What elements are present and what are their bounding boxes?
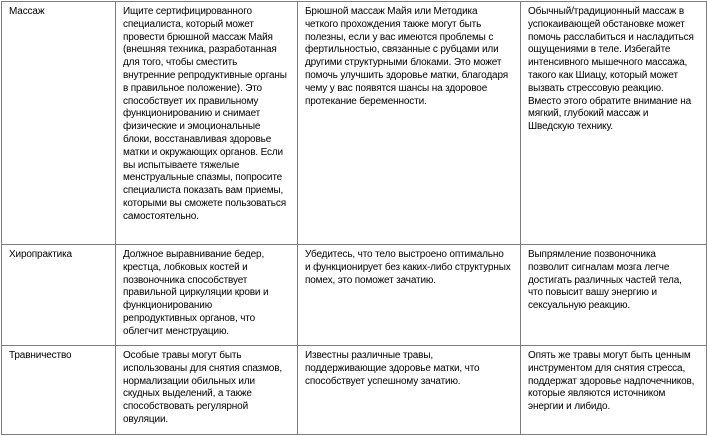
table-cell: Ищите сертифицированного специалиста, который может провести брюшной массаж Майя (внешняя техника, разработанная для того, чтобы сместить внутренние репродуктивные органы в правильное положение). Это способствует их правильному функционированию и снимает физические и эмоциональные блоки, восстанавливая здоровье матки и окружающих органов. Если вы испытываете тяжелые менструальные спазмы, попросите специалиста показать вам приемы, которыми вы сможете пользоваться самостоятельно. xyxy=(116,2,298,245)
table-cell: Убедитесь, что тело выстроено оптимально и функционирует без каких-либо структурных помех, это поможет зачатию. xyxy=(298,245,521,346)
table-cell: Брюшной массаж Майя или Методика четкого прохождения также могут быть полезны, если у вас имеются проблемы с фертильностью, связанные с рубцами или другими структурными блоками. Это может помочь улучшить здоровье матки, благодаря чему у вас появятся шансы на здоровое протекание беременности. xyxy=(298,2,521,245)
therapies-table xyxy=(1,1,707,435)
row-header-massage: Массаж xyxy=(2,2,116,245)
table-cell: Должное выравнивание бедер, крестца, лобковых костей и позвоночника способствует правильной циркуляции крови и функционированию репродуктивных органов, что облегчит менструацию. xyxy=(116,245,298,346)
table-cell: Обычный/традиционный массаж в успокаивающей обстановке может помочь расслабиться и насладиться ощущениями в теле. Избегайте интенсивного мышечного массажа, такого как Шиацу, который может вызвать стрессовую реакцию. Вместо этого обратите внимание на мягкий, глубокий массаж и Шведскую технику. xyxy=(521,2,707,245)
table-cell: Опять же травы могут быть ценным инструментом для снятия стресса, поддержат здоровье надпочечников, которые являются источником энергии и либидо. xyxy=(521,346,707,435)
table-row xyxy=(2,346,707,435)
table-row xyxy=(2,245,707,346)
row-header-chiropractic: Хиропрактика xyxy=(2,245,116,346)
table-cell: Особые травы могут быть использованы для снятия спазмов, нормализации обильных или скудных выделений, а также способствовать регулярной овуляции. xyxy=(116,346,298,435)
table-cell: Известны различные травы, поддерживающие здоровье матки, что способствует успешному зачатию. xyxy=(298,346,521,435)
table-cell: Выпрямление позвоночника позволит сигналам мозга легче достигать различных частей тела, что повысит вашу энергию и сексуальную реакцию. xyxy=(521,245,707,346)
table-row xyxy=(2,2,707,245)
row-header-herbalism: Травничество xyxy=(2,346,116,435)
